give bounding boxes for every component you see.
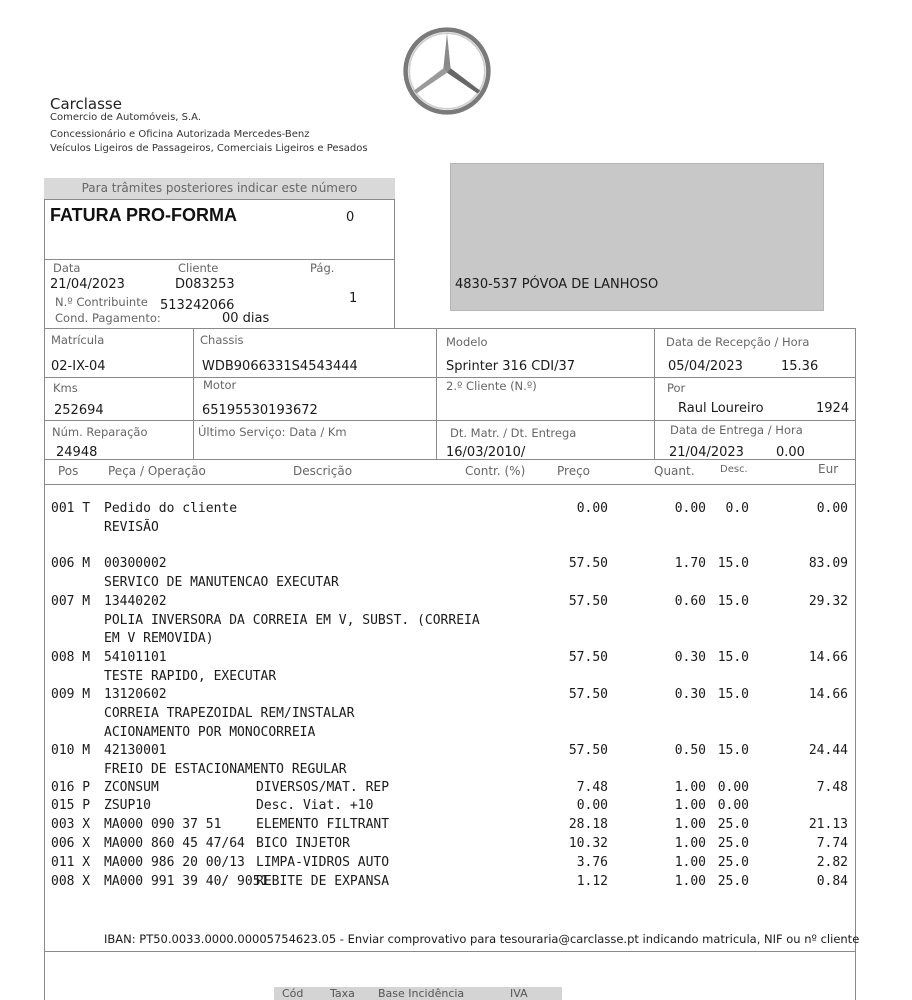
grid-line [436, 328, 437, 460]
repair-number: 24948 [56, 445, 98, 460]
cell-part: 54101101 [104, 650, 167, 665]
by-label: Por [667, 381, 686, 395]
header-eur: Eur [818, 462, 839, 476]
cell-pos: 007 M [51, 594, 91, 609]
cell-part: 42130001 [104, 743, 167, 758]
grid-line [44, 420, 856, 421]
cell-eur: 7.74 [816, 836, 848, 851]
cell-quantity: 1.00 [674, 836, 706, 851]
cell-part: ZCONSUM [104, 780, 159, 795]
cell-discount: 25.0 [717, 817, 749, 832]
delivery-time: 0.00 [776, 445, 805, 460]
table-header-divider [44, 484, 856, 485]
cell-price: 57.50 [568, 556, 608, 571]
iban-note: IBAN: PT50.0033.0000.00005754623.05 - Enviar comprovativo para tesouraria@carclasse.pt indicando matricula, NIF ou nº cliente [104, 932, 860, 946]
cell-part: ACIONAMENTO POR MONOCORREIA [104, 725, 316, 740]
header-contribution: Contr. (%) [465, 464, 526, 478]
cell-price: 57.50 [568, 687, 608, 702]
cell-pos: 016 P [51, 780, 91, 795]
cell-eur: 0.84 [816, 874, 848, 889]
cell-pos: 008 M [51, 650, 91, 665]
page-number: 1 [349, 291, 358, 306]
reference-note: Para trâmites posteriores indicar este número [81, 181, 358, 195]
cell-eur: 21.13 [808, 817, 848, 832]
cell-eur: 2.82 [816, 855, 848, 870]
cell-quantity: 1.00 [674, 780, 706, 795]
engine-value: 65195530193672 [202, 403, 318, 418]
cell-price: 57.50 [568, 650, 608, 665]
cell-description: BICO INJETOR [256, 836, 350, 851]
cell-quantity: 0.50 [674, 743, 706, 758]
tax-rate-label: Taxa [330, 987, 355, 1000]
cell-discount: 0.0 [725, 501, 749, 516]
client-label: Cliente [178, 261, 219, 275]
second-client-label: 2.º Cliente (N.º) [446, 379, 537, 393]
reference-note-bar [44, 178, 395, 199]
cell-part: FREIO DE ESTACIONAMENTO REGULAR [104, 762, 347, 777]
grid-line [44, 377, 856, 378]
cell-eur: 14.66 [808, 650, 848, 665]
registration-label: Dt. Matr. / Dt. Entrega [450, 426, 577, 440]
cell-pos: 006 M [51, 556, 91, 571]
cell-discount: 0.00 [717, 798, 749, 813]
document-date: 21/04/2023 [50, 277, 125, 292]
cell-part: POLIA INVERSORA DA CORREIA EM V, SUBST. (CORREIA [104, 613, 480, 628]
tax-code-label: Cód [282, 987, 304, 1000]
company-line-2: Concessionário e Oficina Autorizada Mercedes-Benz [50, 129, 310, 140]
mercedes-star-logo [402, 26, 492, 116]
cell-part: 13120602 [104, 687, 167, 702]
cell-pos: 001 T [51, 501, 91, 516]
cell-price: 10.32 [568, 836, 608, 851]
last-service-label: Último Serviço: Data / Km [198, 425, 347, 439]
cell-discount: 25.0 [717, 874, 749, 889]
cell-quantity: 0.60 [674, 594, 706, 609]
cell-part: MA000 991 39 40/ 9051 [104, 874, 269, 889]
cell-quantity: 0.00 [674, 501, 706, 516]
header-pos: Pos [58, 464, 79, 478]
grid-line [654, 328, 655, 460]
cell-quantity: 1.00 [674, 874, 706, 889]
cell-quantity: 0.30 [674, 650, 706, 665]
cell-description: ELEMENTO FILTRANT [256, 817, 390, 832]
tax-base-label: Base Incidência [378, 987, 465, 1000]
cell-pos: 009 M [51, 687, 91, 702]
payment-terms-label: Cond. Pagamento: [55, 311, 161, 325]
cell-part: REVISÃO [104, 520, 159, 535]
cell-quantity: 1.00 [674, 798, 706, 813]
cell-eur: 14.66 [808, 687, 848, 702]
nif-label: N.º Contribuinte [55, 295, 148, 309]
cell-eur: 7.48 [816, 780, 848, 795]
payment-terms: 00 dias [222, 311, 270, 326]
repair-number-label: Núm. Reparação [52, 425, 148, 439]
cell-pos: 008 X [51, 874, 91, 889]
cell-pos: 006 X [51, 836, 91, 851]
cell-discount: 15.0 [717, 594, 749, 609]
header-description: Descrição [293, 464, 353, 478]
cell-part: MA000 090 37 51 [104, 817, 222, 832]
reception-label: Data de Recepção / Hora [666, 335, 810, 349]
cell-part: CORREIA TRAPEZOIDAL REM/INSTALAR [104, 706, 355, 721]
header-price: Preço [557, 464, 591, 478]
cell-eur: 0.00 [816, 501, 848, 516]
by-value: Raul Loureiro [678, 401, 764, 416]
by-number: 1924 [816, 401, 850, 416]
company-name: Carclasse [50, 95, 122, 113]
cell-quantity: 1.70 [674, 556, 706, 571]
cell-price: 28.18 [568, 817, 608, 832]
nif-value: 513242066 [160, 298, 235, 313]
cell-pos: 011 X [51, 855, 91, 870]
registration-date: 16/03/2010/ [446, 445, 526, 460]
vat-label: IVA [510, 987, 528, 1000]
cell-part: MA000 860 45 47/64 [104, 836, 245, 851]
plate-label: Matrícula [51, 333, 105, 347]
cell-part: Pedido do cliente [104, 501, 238, 516]
cell-discount: 15.0 [717, 743, 749, 758]
divider [44, 259, 395, 260]
reception-date: 05/04/2023 [668, 359, 743, 374]
cell-part: TESTE RAPIDO, EXECUTAR [104, 669, 277, 684]
cell-price: 57.50 [568, 743, 608, 758]
cell-discount: 15.0 [717, 650, 749, 665]
header-discount: Desc. [720, 464, 748, 475]
cell-quantity: 1.00 [674, 855, 706, 870]
cell-discount: 25.0 [717, 836, 749, 851]
cell-part: EM V REMOVIDA) [104, 631, 214, 646]
cell-quantity: 0.30 [674, 687, 706, 702]
cell-discount: 25.0 [717, 855, 749, 870]
company-line-1: Comercio de Automóveis, S.A. [50, 112, 202, 123]
cell-part: ZSUP10 [104, 798, 151, 813]
page-label: Pág. [310, 261, 335, 275]
postal-address: 4830-537 PÓVOA DE LANHOSO [455, 277, 659, 292]
chassis-value: WDB9066331S4543444 [202, 359, 358, 374]
kms-value: 252694 [54, 403, 104, 418]
cell-pos: 010 M [51, 743, 91, 758]
cell-part: SERVICO DE MANUTENCAO EXECUTAR [104, 575, 339, 590]
cell-price: 0.00 [576, 798, 608, 813]
cell-pos: 015 P [51, 798, 91, 813]
cell-eur: 24.44 [808, 743, 848, 758]
header-quantity: Quant. [654, 464, 695, 478]
cell-discount: 0.00 [717, 780, 749, 795]
model-label: Modelo [446, 335, 488, 349]
footer-divider [44, 951, 856, 952]
reception-time: 15.36 [781, 359, 819, 374]
cell-part: 00300002 [104, 556, 167, 571]
date-label: Data [53, 261, 81, 275]
chassis-label: Chassis [200, 333, 244, 347]
plate-value: 02-IX-04 [51, 359, 106, 374]
cell-eur: 83.09 [808, 556, 848, 571]
cell-description: Desc. Viat. +10 [256, 798, 374, 813]
cell-eur: 29.32 [808, 594, 848, 609]
company-line-3: Veículos Ligeiros de Passageiros, Comerciais Ligeiros e Pesados [50, 143, 368, 154]
document-title: FATURA PRO-FORMA [50, 205, 237, 225]
delivery-label: Data de Entrega / Hora [670, 423, 803, 437]
model-value: Sprinter 316 CDI/37 [446, 359, 576, 374]
kms-label: Kms [53, 381, 78, 395]
grid-line [193, 328, 194, 460]
cell-description: DIVERSOS/MAT. REP [256, 780, 390, 795]
header-part: Peça / Operação [108, 464, 206, 478]
cell-description: REBITE DE EXPANSA [256, 874, 390, 889]
cell-discount: 15.0 [717, 687, 749, 702]
cell-part: MA000 986 20 00/13 [104, 855, 245, 870]
cell-discount: 15.0 [717, 556, 749, 571]
cell-price: 7.48 [576, 780, 608, 795]
cell-price: 57.50 [568, 594, 608, 609]
cell-part: 13440202 [104, 594, 167, 609]
cell-description: LIMPA-VIDROS AUTO [256, 855, 390, 870]
cell-price: 0.00 [576, 501, 608, 516]
cell-pos: 003 X [51, 817, 91, 832]
engine-label: Motor [203, 378, 237, 392]
cell-quantity: 1.00 [674, 817, 706, 832]
cell-price: 1.12 [576, 874, 608, 889]
document-number: 0 [346, 210, 355, 225]
cell-price: 3.76 [576, 855, 608, 870]
delivery-date: 21/04/2023 [669, 445, 744, 460]
client-number: D083253 [175, 277, 235, 292]
